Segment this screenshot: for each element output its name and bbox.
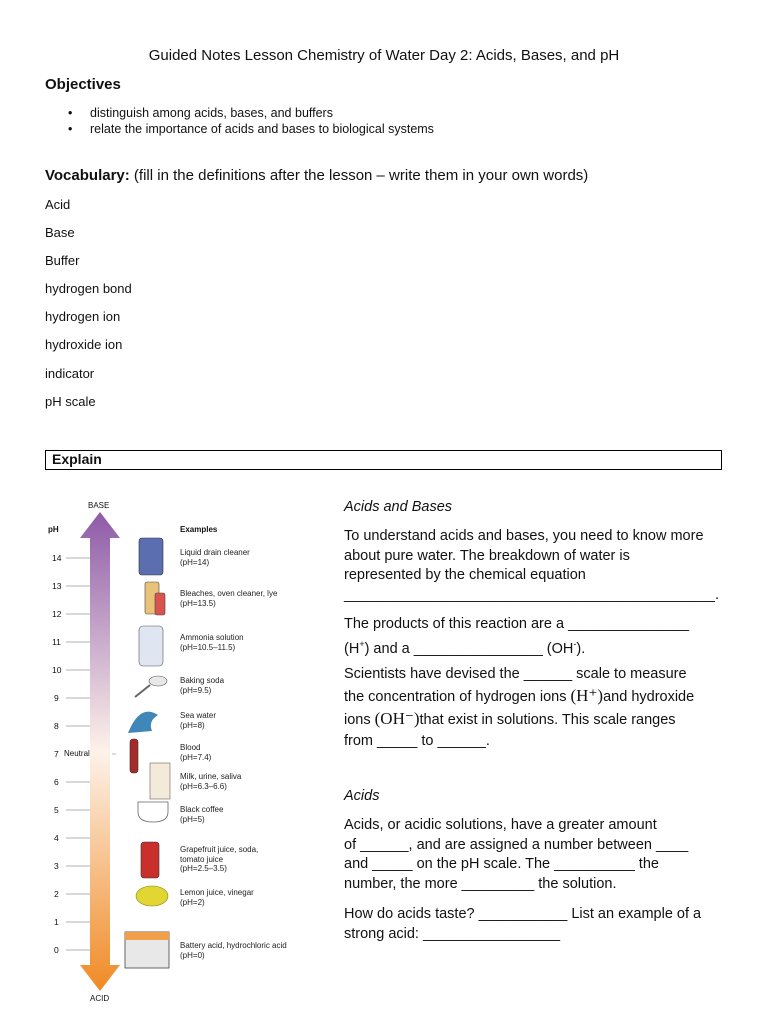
blood-tube-icon (130, 739, 138, 773)
example-blood: Blood (pH=7.4) (180, 743, 212, 762)
objective-text: relate the importance of acids and bases to biological systems (90, 122, 434, 136)
ph-tick-label: 1 (54, 917, 59, 927)
objective-text: distinguish among acids, bases, and buffers (90, 106, 333, 120)
acids-bases-heading: Acids and Bases (344, 499, 453, 515)
ph-tick-label: 5 (54, 805, 59, 815)
explain-label: Explain (52, 451, 102, 467)
acids-paragraph: Acids, or acidic solutions, have a greater amount of ______, and are assigned a number between ____ and _____ on the pH scale. The __________ the number, the more _________ the solution. (344, 817, 689, 892)
ammonia-jug-icon (139, 626, 163, 666)
example-bleach: Bleaches, oven cleaner, lye (pH=13.5) (180, 589, 278, 608)
hydroxide-ion-formula: (OH⁻) (374, 709, 420, 728)
lemon-icon (136, 886, 168, 906)
drain-cleaner-icon (139, 538, 163, 575)
ph-tick-label: 0 (54, 945, 59, 955)
cleaner-can-icon (155, 593, 165, 615)
example-milk: Milk, urine, saliva (pH=6.3–6.6) (180, 772, 242, 791)
ph-axis-label: pH (48, 525, 59, 534)
vocab-term: hydroxide ion (45, 337, 123, 352)
ph-tick-label: 4 (54, 833, 59, 843)
ph-scale-chart (0, 495, 330, 1010)
vocab-term: Base (45, 225, 75, 240)
acids-bases-para2: The products of this reaction are a _______________ (H+) and a ________________ (OH-). (344, 616, 690, 657)
vocab-term: hydrogen bond (45, 281, 132, 296)
milk-glass-icon (150, 763, 170, 799)
acids-heading: Acids (344, 788, 380, 804)
ph-tick-label: 6 (54, 777, 59, 787)
example-baking-soda: Baking soda (pH=9.5) (180, 676, 225, 695)
page-title: Guided Notes Lesson Chemistry of Water Day 2: Acids, Bases, and pH (148, 47, 620, 64)
ph-tick-label: 11 (52, 637, 61, 647)
coffee-cup-icon (138, 802, 168, 822)
acids-bases-para3: Scientists have devised the ______ scale to measure the concentration of hydrogen ions (H⁺)and hydroxide ions (OH⁻)that exist in solutions. This scale ranges from _____ to ______. (344, 666, 695, 749)
acids-question: How do acids taste? ___________ List an example of a strong acid: _________________ (344, 906, 702, 942)
soda-can-icon (141, 842, 159, 878)
vocabulary-line (45, 167, 588, 184)
ph-tick-label: 7 (54, 749, 59, 759)
ph-tick-label: 13 (52, 581, 62, 591)
ph-tick-label: 8 (54, 721, 59, 731)
example-drain-cleaner: Liquid drain cleaner (pH=14) (180, 548, 250, 567)
example-coffee: Black coffee (pH=5) (180, 805, 224, 824)
acids-bases-para1: To understand acids and bases, you need to know more about pure water. The breakdown of water is represented by the chemical equation ______________________________________________. (344, 528, 719, 603)
ph-tick-label: 3 (54, 861, 59, 871)
vocab-term: pH scale (45, 394, 96, 409)
ph-arrow-graphic (0, 495, 330, 1010)
ph-tick-label: 12 (52, 609, 62, 619)
example-battery-acid: Battery acid, hydrochloric acid (pH=0) (180, 941, 287, 960)
spoon-icon (149, 676, 167, 686)
acid-label: ACID (90, 994, 110, 1003)
ph-tick-label: 10 (52, 665, 62, 675)
vocab-term: Buffer (45, 253, 80, 268)
ph-tick-label: 14 (52, 553, 62, 563)
hydrogen-ion-formula: (H⁺) (570, 686, 604, 705)
ph-tick-label: 2 (54, 889, 59, 899)
objectives-heading: Objectives (45, 76, 121, 93)
vocab-term: Acid (45, 197, 71, 212)
neutral-label: Neutral (64, 749, 90, 758)
objective-item: • relate the importance of acids and bases to biological systems (68, 122, 434, 136)
example-sea-water: Sea water (pH=8) (180, 711, 217, 730)
explain-box (45, 450, 722, 470)
example-ammonia: Ammonia solution (pH=10.5–11.5) (180, 633, 244, 652)
vocabulary-instruction: (fill in the definitions after the lesson – write them in your own words) (133, 167, 589, 184)
objective-item: • distinguish among acids, bases, and buffers (68, 106, 333, 120)
examples-header: Examples (180, 525, 218, 534)
example-lemon: Lemon juice, vinegar (pH=2) (180, 888, 254, 907)
sea-wave-icon (128, 712, 158, 733)
vocabulary-label: Vocabulary: (45, 167, 130, 184)
vocab-term: hydrogen ion (45, 309, 121, 324)
ph-tick-label: 9 (54, 693, 59, 703)
vocab-term: indicator (45, 366, 95, 381)
base-label: BASE (88, 501, 110, 510)
example-grapefruit: Grapefruit juice, soda, tomato juice (pH=2.5–3.5) (180, 845, 259, 873)
